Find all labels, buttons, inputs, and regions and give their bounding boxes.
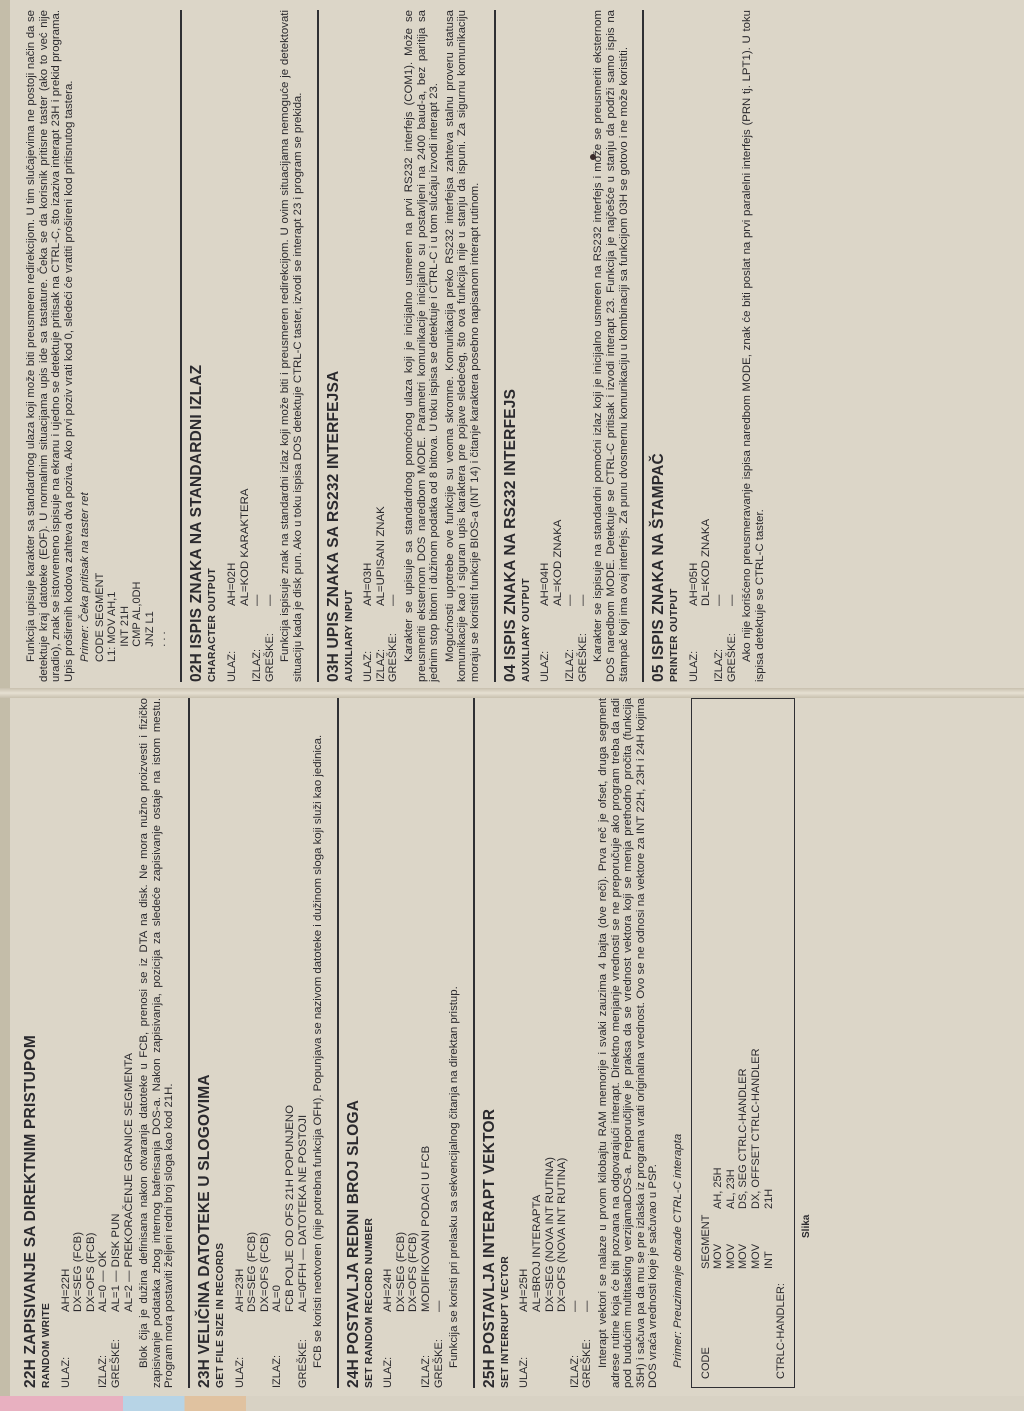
ulaz-value: AH=02H: [226, 562, 238, 606]
section-divider: [494, 10, 496, 682]
code-op: MOV: [724, 1243, 737, 1269]
greske-value: AL=0FFH — DATOTEKA NE POSTOJI: [296, 1114, 309, 1312]
section-subtitle: GET FILE SIZE IN RECORDS: [214, 1242, 226, 1388]
section-subtitle: AUXILIARY OUTPUT: [520, 578, 532, 682]
code-line: INT 21H: [118, 605, 131, 662]
section-text: Mogućnosti upotrebe ove funkcije su veoma skromne. Komunikacija preko RS232 interfejsa zahteva stalnu proveru statusa komunikacije kao i siguran upis karaktera pre pojave sledećeg, što ova funkcija nije u stanju da ispuni. Za sigurnu komunikaciju moraju se koristiti funkcije BIOS-a (INT 14) i čitanje karaktera posebno napisanom interapt rutinom.: [443, 10, 481, 682]
code-line: L1: MOV AH,1: [106, 591, 119, 662]
ulaz-value: AL=KOD ZNAKA: [551, 519, 564, 606]
section-text: FCB se koristi neotvoren (nije potrebna funkcija OFH). Popunjava se nazivom datoteke i dužinom sloga koji služi kao jedinica.: [312, 734, 325, 1368]
section-divider: [317, 10, 319, 682]
section-divider: [642, 10, 644, 682]
section-divider: [188, 698, 190, 1388]
register-table: [362, 10, 400, 682]
section-24h: [345, 698, 461, 1388]
section-text: Funkcija upisuje karakter sa standardnog ulaza koji može biti preusmeren redirekcijom. U tim slučajevima ne postoji način da se detektuje kraj datoteke (EOF). U normalnim situacijama upis ide sa tastature. Čeka se da korisnik pritisne taster (ako to već nije uradio), znak se istovremeno ispisuje na ekranu i ujedno se detektuje pritisak na CTRL-C, što izaziva interapt 23H i prekid programa. Upis proširenih kodova zahteva dva poziva. Ako prvi poziv vrati kod 0, sledeći će vratiti prošireni kod pritisnutog tastera.: [25, 10, 75, 682]
ulaz-value: AL=BROJ INTERAPTA: [531, 1194, 544, 1312]
register-table: [688, 10, 738, 682]
greske-label: GREŠKE:: [296, 1339, 309, 1388]
code-label: CTRLC-HANDLER:: [775, 1283, 788, 1379]
code-op: MOV: [737, 1243, 750, 1269]
ulaz-value: DL=KOD ZNAKA: [700, 518, 713, 606]
greske-label: GREŠKE:: [576, 633, 589, 682]
greske-value: —: [432, 1300, 445, 1312]
greske-label: GREŠKE:: [581, 1339, 594, 1388]
code-op: SEGMENT: [699, 1214, 712, 1269]
izlaz-value: —: [568, 1300, 581, 1312]
greske-value: AL=1 — DISK PUN: [109, 1213, 122, 1312]
section-title: 05 ISPIS ZNAKA NA ŠTAMPAČ: [650, 453, 668, 682]
register-table: [234, 698, 310, 1388]
greske-value: —: [725, 594, 738, 606]
greske-label: GREŠKE:: [725, 633, 738, 682]
ulaz-label: ULAZ:: [382, 1356, 395, 1388]
section-title: 22H ZAPISIVANJE SA DIREKTNIM PRISTUPOM: [22, 1035, 39, 1388]
section-02h: [188, 10, 304, 682]
ulaz-label: ULAZ:: [687, 650, 700, 682]
code-op: MOV: [749, 1243, 762, 1269]
izlaz-label: IZLAZ:: [97, 1354, 110, 1388]
izlaz-value: AL=0 — OK: [97, 1250, 110, 1312]
code-listing: [94, 10, 168, 662]
izlaz-label: IZLAZ:: [713, 648, 726, 682]
izlaz-value: MODIFIKOVANI PODACI U FCB: [420, 1145, 433, 1312]
section-divider: [180, 10, 182, 682]
code-line: . . .: [156, 631, 168, 662]
ulaz-label: ULAZ:: [233, 1356, 246, 1388]
code-arg: AH, 25H: [712, 1167, 725, 1209]
ulaz-value: DX=OFS (FCB): [258, 1232, 271, 1312]
section-23h: [196, 698, 325, 1388]
ulaz-label: ULAZ:: [226, 650, 238, 682]
code-line: CODE SEGMENT: [93, 572, 106, 662]
section-25h: [481, 698, 660, 1388]
ulaz-label: ULAZ:: [539, 650, 552, 682]
greske-label: GREŠKE:: [109, 1339, 122, 1388]
ulaz-value: DX=OFS (NOVA INT RUTINA): [556, 1157, 569, 1312]
ulaz-value: AH=22H: [59, 1268, 72, 1312]
code-label: [725, 1269, 738, 1379]
izlaz-value: AL=UPISANI ZNAK: [374, 506, 387, 606]
section-subtitle: PRINTER OUTPUT: [669, 588, 681, 682]
ulaz-value: DX=SEG (NOVA INT RUTINA): [543, 1157, 556, 1312]
section-divider: [337, 698, 339, 1388]
ulaz-label: ULAZ:: [362, 650, 375, 682]
izlaz-value: —: [713, 594, 726, 606]
section-subtitle: SET INTERRUPT VECTOR: [499, 1255, 511, 1388]
izlaz-label: IZLAZ:: [420, 1354, 433, 1388]
ulaz-value: AH=04H: [539, 562, 552, 606]
greske-label: GREŠKE:: [432, 1339, 445, 1388]
code-op: INT: [762, 1251, 775, 1269]
code-arg: [775, 707, 788, 1209]
register-table: [518, 698, 594, 1388]
greske-value: —: [387, 594, 400, 606]
example-caption: Primer: Čeka pritisak na taster ret: [79, 492, 92, 662]
greske-label: GREŠKE:: [387, 633, 400, 682]
code-op: [775, 1209, 788, 1269]
section-03h: [325, 10, 482, 682]
section-title: 04 ISPIS ZNAKA NA RS232 INTERFEJS: [501, 388, 519, 682]
section-subtitle: AUXILIARY INPUT: [343, 589, 355, 682]
register-table: [226, 10, 276, 682]
section-subtitle: RANDOM WRITE: [41, 1302, 52, 1388]
section-title: 25H POSTAVLJA INTERAPT VEKTOR: [480, 1108, 498, 1388]
section-22h: [22, 698, 176, 1388]
code-label: [750, 1269, 763, 1379]
ulaz-label: ULAZ:: [59, 1356, 72, 1388]
code-label: [737, 1269, 750, 1379]
section-subtitle: CHARACTER OUTPUT: [207, 567, 219, 682]
section-text: Karakter se ispisuje na standardni pomoćni izlaz koji je inicijalno usmeren na RS232 interfejs i može se preusmeriti eksternom DOS naredbom MODE. Detektuje se CTRL-C pritisak i izvodi interapt 23. Funkcija je najčešće u stanju da podrži samo ispis na štampač koji ima ovaj interfejs. Za punu dvosmernu komunikaciju u kombinaciji sa funkcijom 03H se gotovo i ne može koristiti.: [592, 10, 630, 682]
page-edge-strip: [0, 1396, 1024, 1411]
code-arg: [700, 707, 713, 1209]
code-label: [712, 1269, 725, 1379]
greske-value: —: [576, 594, 589, 606]
izlaz-label: IZLAZ:: [251, 648, 264, 682]
greske-value: —: [263, 594, 276, 606]
register-table: [382, 698, 445, 1388]
ulaz-value: AL=KOD KARAKTERA: [238, 488, 251, 606]
ulaz-label: ULAZ:: [518, 1356, 531, 1388]
section-05h: [650, 10, 766, 682]
izlaz-label: IZLAZ:: [271, 1354, 284, 1388]
ulaz-value: DX=SEG (FCB): [394, 1231, 407, 1312]
section-title: 03H UPIS ZNAKA SA RS232 INTERFEJSA: [324, 370, 342, 682]
code-line: JNZ L1: [143, 611, 156, 662]
section-text: Funkcija se koristi pri prelasku sa sekvencijalnog čitanja na direktan pristup.: [448, 986, 461, 1368]
code-arg: DS, SEG CTRLC-HANDLER: [737, 1068, 750, 1209]
code-label: [763, 1269, 776, 1379]
ulaz-value: DX=OFS (FCB): [84, 1232, 97, 1312]
section-text: Karakter se upisuje sa standardnog pomoćnog ulaza koji je inicijalno usmeren na prvi RS232 interfejs (COM1). Može se preusmeriti eksternom DOS naredbom MODE. Parametri komunikacije inicijalno su postavljeni na 2400 baud-a, bez paritija sa jednim stop bitom i dužinom podatka od 8 bitova. U toku ispisa se detektuje i CTRL-C i u tom slučaju izvodi interapt 23.: [402, 10, 441, 682]
section-subtitle: SET RANDOM RECORD NUMBER: [363, 1217, 375, 1388]
code-op: MOV: [712, 1243, 725, 1269]
izlaz-value: FCB POLJE OD OFS 21H POPUNJENO: [283, 1105, 296, 1312]
ulaz-value: DX=SEG (FCB): [72, 1231, 85, 1312]
greske-value: AL=2 — PREKORAČENJE GRANICE SEGMENTA: [122, 1053, 135, 1312]
figure-label: Slika: [800, 1214, 812, 1238]
section-04h: [502, 10, 631, 682]
ulaz-value: DX=OFS (FCB): [407, 1232, 420, 1312]
example-caption: Primer: Preuzimanje obrade CTRL-C interapta: [671, 1133, 684, 1368]
ulaz-value: AH=25H: [518, 1268, 531, 1312]
section-title: 23H VELIČINA DATOTEKE U SLOGOVIMA: [195, 1074, 213, 1388]
code-arg: DX, OFFSET CTRLC-HANDLER: [749, 1048, 762, 1209]
izlaz-label: IZLAZ:: [374, 648, 387, 682]
izlaz-value: AL=0: [271, 1285, 284, 1312]
section-text: Funkcija ispisuje znak na standardni izlaz koji može biti i preusmeren redirekcijom. U ovim situacijama nemoguće je detektovati situaciju kada je disk pun. Ako u toku ispisa DOS detektuje CTRL-C taster, izvodi se interapt 23 i program se prekida.: [279, 10, 304, 682]
ulaz-value: AH=05H: [687, 562, 700, 606]
ulaz-value: AH=24H: [382, 1268, 395, 1312]
left-column: [22, 698, 1012, 1388]
izlaz-value: —: [251, 594, 264, 606]
section-text: Ako nije korišćeno preusmeravanje ispisa naredbom MODE, znak će biti poslat na prvi paralelni interfejs (PRN tj. LPT1). U toku ispisa detektuje se CTRL-C taster.: [741, 10, 766, 682]
ulaz-value: AH=03H: [362, 562, 375, 606]
page-edge-shadow: [0, 0, 10, 1411]
right-column: [22, 10, 1012, 682]
code-label: CODE: [699, 1347, 712, 1379]
code-box: [691, 698, 795, 1388]
section-title: 24H POSTAVLJA REDNI BROJ SLOGA: [344, 1099, 362, 1388]
greske-label: GREŠKE:: [263, 633, 276, 682]
izlaz-value: —: [564, 594, 577, 606]
izlaz-label: IZLAZ:: [564, 648, 577, 682]
section-title: 02H ISPIS ZNAKA NA STANDARDNI IZLAZ: [188, 364, 206, 682]
code-arg: AL, 23H: [724, 1169, 737, 1209]
ulaz-value: AH=23H: [233, 1268, 246, 1312]
code-arg: 21H: [762, 1188, 775, 1209]
page-fold: [0, 688, 1024, 698]
izlaz-label: IZLAZ:: [568, 1354, 581, 1388]
ulaz-value: DS=SEG (FCB): [246, 1231, 259, 1312]
register-table: [539, 10, 589, 682]
section-text: Blok čija je dužina definisana nakon otvaranja datoteke u FCB, prenosi se iz DTA na disk. Ne mora nužno proizvesti i fizičko zapisivanje podataka zbog internog baferisanja DOS-a. Nakon zapisivanja, pozicija za sledeće zapisivanje ostaje na istom mestu. Program mora postaviti željeni redni broj sloga kao kod 21H.: [138, 698, 176, 1388]
section-01h-continued: [25, 10, 168, 682]
section-text: Interapt vektori se nalaze u prvom kilobajtu RAM memorije i svaki zauzima 4 bajta (dve reči). Prva reč je ofset, druga segment adrese rutine koja će biti pozvana na odgovarajući interapt. Direktno menjanje vrednosti se ne preporučuje ako program treba da radi pod budućim multitasking verzijamaDOS-a. Preporučljive je praksa da se vrednost vektora koji se menja prethodno pročita (funkcija 35H) i sačuva pa da mu se pre izlaska iz programa vrati originalna vrednost. Ovo se ne odnosi na vektore za INT 22H, 23H i 24H kojima DOS vraća vrednosti koje je sačuvao u PSP.: [597, 698, 660, 1388]
section-divider: [473, 698, 475, 1388]
greske-value: —: [581, 1300, 594, 1312]
code-line: CMP AL,0DH: [131, 581, 144, 662]
register-table: [60, 698, 136, 1388]
